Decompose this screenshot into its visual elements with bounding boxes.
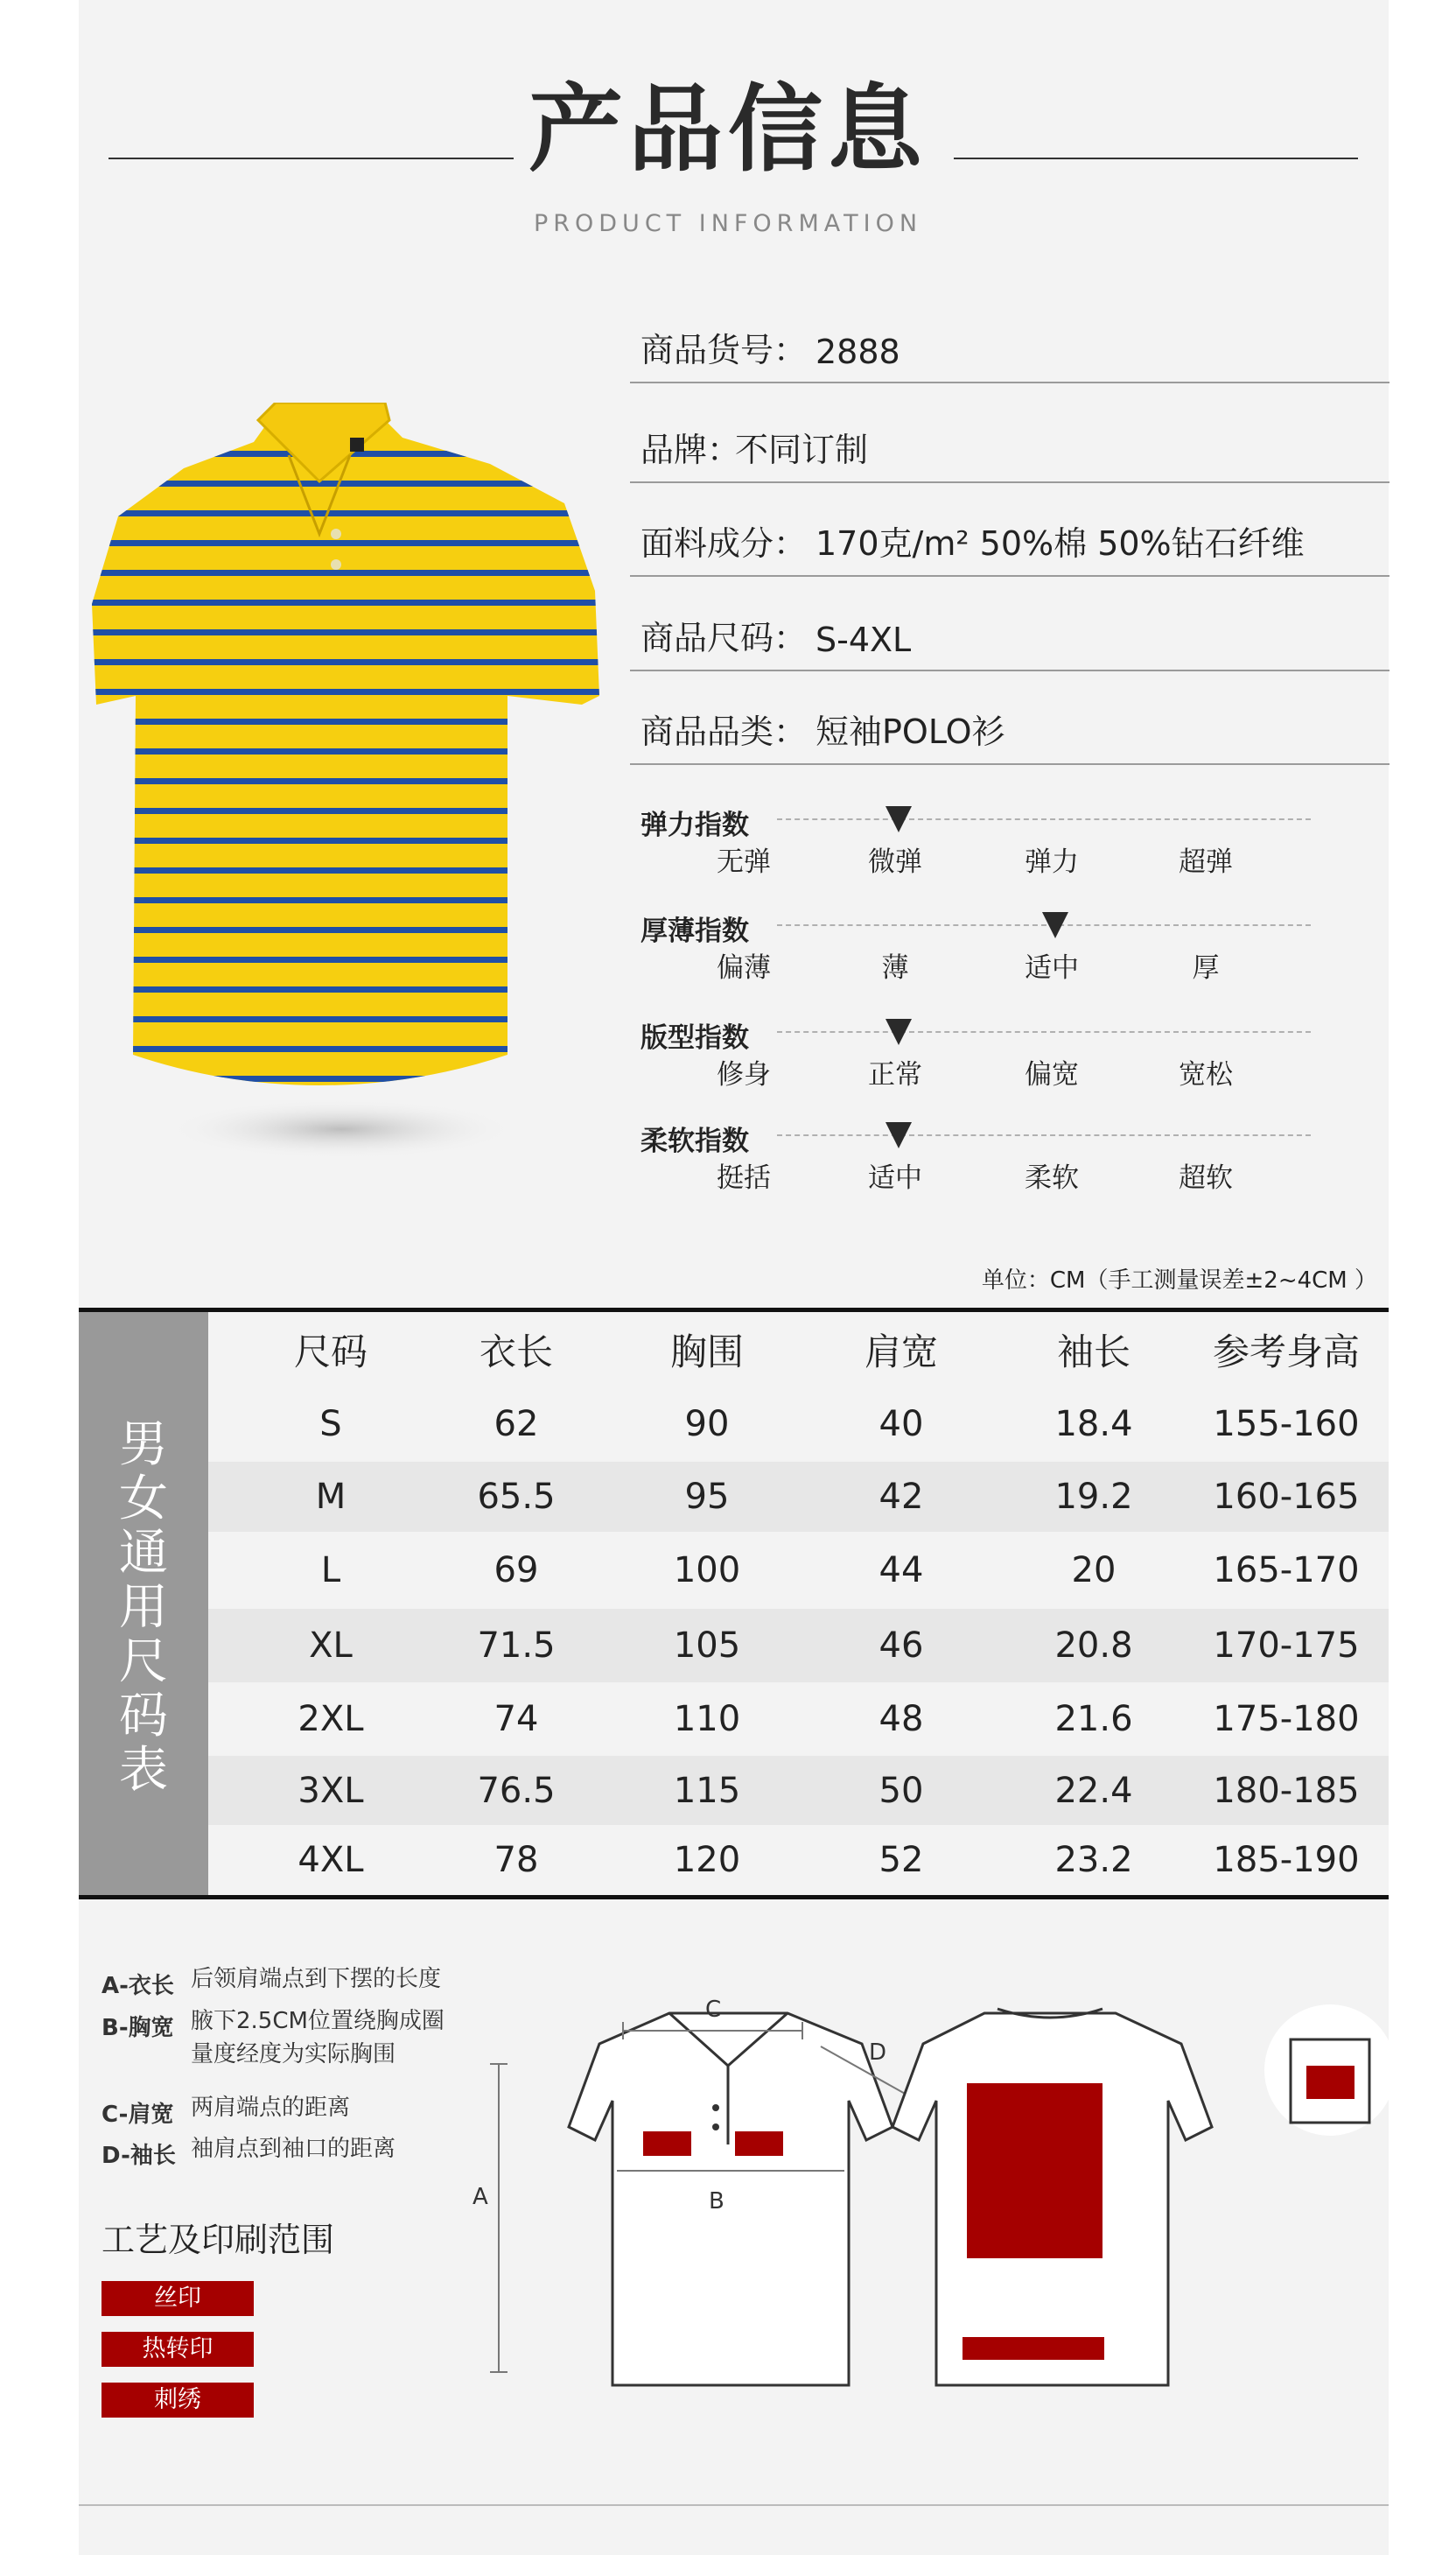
front-print-left xyxy=(643,2131,691,2156)
unit-note: 单位：CM（手工测量误差±2~4CM ） xyxy=(981,1267,1377,1294)
shirt-stripe xyxy=(88,957,604,963)
shirt-stripe xyxy=(88,1046,604,1052)
legend-key: A-衣长 xyxy=(102,1973,174,1999)
table-cell: 71.5 xyxy=(477,1625,556,1666)
index-option: 厚 xyxy=(1192,952,1220,984)
back-print-large xyxy=(967,2083,1102,2258)
shirt-body xyxy=(88,403,604,1103)
diagram-label-c: C xyxy=(705,1997,722,2023)
table-cell: 110 xyxy=(673,1699,741,1739)
shirt-stripe xyxy=(88,838,604,844)
table-row xyxy=(208,1532,1389,1609)
shirt-stripe xyxy=(88,897,604,903)
table-cell: 180-185 xyxy=(1213,1770,1360,1811)
table-cell: 76.5 xyxy=(477,1770,556,1811)
index-option: 超弹 xyxy=(1179,846,1233,878)
shirt-stripe xyxy=(88,778,604,784)
index-scale-line xyxy=(777,1031,1311,1033)
side-label-char: 表 xyxy=(119,1742,168,1799)
shirt-stripe xyxy=(88,719,604,725)
shirt-stripe xyxy=(88,1076,604,1082)
product-image xyxy=(88,403,604,1164)
index-label: 柔软指数 xyxy=(640,1126,749,1157)
table-cell: 20 xyxy=(1071,1550,1116,1590)
shirt-stripe xyxy=(88,481,604,487)
table-cell: 46 xyxy=(878,1625,924,1666)
table-row xyxy=(208,1386,1389,1462)
shirt-stripe xyxy=(88,748,604,755)
index-selected-marker xyxy=(886,806,912,832)
index-scale-line xyxy=(777,818,1311,820)
table-cell: 21.6 xyxy=(1054,1699,1133,1739)
index-label: 版型指数 xyxy=(640,1022,749,1054)
table-cell: 40 xyxy=(878,1404,924,1444)
side-label-char: 通 xyxy=(119,1525,168,1582)
shirt-stripe xyxy=(88,986,604,993)
diagram-label-b: B xyxy=(709,2188,724,2215)
legend-desc: 后领肩端点到下摆的长度 xyxy=(191,1966,442,1992)
table-cell: L xyxy=(320,1550,341,1590)
craft-title: 工艺及印刷范围 xyxy=(102,2221,335,2259)
legend-desc: 两肩端点的距离 xyxy=(191,2095,351,2121)
table-cell: 62 xyxy=(494,1404,539,1444)
table-cell: 3XL xyxy=(298,1770,364,1811)
craft-tag-embroidery: 刺绣 xyxy=(102,2383,254,2418)
legend-key: C-肩宽 xyxy=(102,2102,174,2128)
table-cell: 48 xyxy=(878,1699,924,1739)
front-shirt-outline xyxy=(569,2013,892,2385)
table-row xyxy=(208,1682,1389,1756)
footer-divider xyxy=(79,2504,1389,2506)
info-label: 品牌： xyxy=(640,431,741,469)
diagram-label-d: D xyxy=(869,2039,887,2066)
legend-key: D-袖长 xyxy=(102,2143,176,2169)
index-option: 正常 xyxy=(868,1059,922,1091)
back-print-hem xyxy=(962,2337,1104,2360)
table-cell: 22.4 xyxy=(1054,1770,1133,1811)
info-label: 商品尺码： xyxy=(640,619,808,657)
table-cell: 120 xyxy=(673,1840,741,1880)
index-option: 修身 xyxy=(717,1059,771,1091)
side-label-char: 男 xyxy=(119,1416,168,1473)
table-cell: 44 xyxy=(878,1550,924,1590)
shirt-stripe xyxy=(88,629,604,635)
shirt-stripe xyxy=(88,927,604,933)
info-label: 商品品类： xyxy=(640,712,808,751)
table-cell: M xyxy=(315,1477,346,1517)
table-cell: 20.8 xyxy=(1054,1625,1133,1666)
table-cell: 78 xyxy=(494,1840,539,1880)
index-label: 厚薄指数 xyxy=(640,916,749,947)
side-label-char: 码 xyxy=(119,1688,168,1744)
table-header-row xyxy=(208,1312,1389,1386)
table-cell: 100 xyxy=(673,1550,741,1590)
info-value: 170克/m² 50%棉 50%钻石纤维 xyxy=(816,524,1305,563)
index-option: 弹力 xyxy=(1025,846,1079,878)
table-cell: 105 xyxy=(673,1625,741,1666)
table-bottom-border xyxy=(79,1895,1389,1899)
index-option: 无弹 xyxy=(717,846,771,878)
index-option: 偏薄 xyxy=(717,952,771,984)
table-row xyxy=(208,1756,1389,1825)
info-label: 面料成分： xyxy=(640,524,808,563)
table-cell: 165-170 xyxy=(1213,1550,1360,1590)
measurement-diagram xyxy=(455,1987,1400,2398)
side-label-char: 尺 xyxy=(119,1633,168,1690)
info-value: 2888 xyxy=(816,333,900,371)
table-cell: S xyxy=(319,1404,342,1444)
table-header-cell: 尺码 xyxy=(293,1330,368,1373)
craft-tag-screen-print: 丝印 xyxy=(102,2281,254,2316)
legend-key: B-胸宽 xyxy=(102,2015,174,2041)
legend-desc: 腋下2.5CM位置绕胸成圈 量度经度为实际胸围 xyxy=(191,2008,444,2067)
legend-desc: 袖肩点到袖口的距离 xyxy=(191,2136,396,2162)
table-cell: 4XL xyxy=(298,1840,364,1880)
table-cell: 52 xyxy=(878,1840,924,1880)
shirt-stripe xyxy=(88,808,604,814)
info-row xyxy=(630,514,1390,577)
shirt-stripe xyxy=(88,540,604,546)
shirt-stripe xyxy=(88,1016,604,1022)
info-row xyxy=(630,331,1390,383)
table-header-cell: 参考身高 xyxy=(1212,1330,1360,1373)
page-title: 产品信息 xyxy=(528,75,928,185)
index-option: 宽松 xyxy=(1179,1059,1233,1091)
table-cell: 69 xyxy=(494,1550,539,1590)
table-cell: 95 xyxy=(684,1477,730,1517)
info-row xyxy=(630,702,1390,765)
table-cell: 90 xyxy=(684,1404,730,1444)
table-header-cell: 胸围 xyxy=(669,1330,744,1373)
table-header-cell: 肩宽 xyxy=(864,1330,938,1373)
table-header-cell: 衣长 xyxy=(479,1330,553,1373)
index-selected-marker xyxy=(886,1122,912,1148)
table-header-cell: 袖长 xyxy=(1056,1330,1130,1373)
shirt-stripe xyxy=(88,600,604,606)
table-cell: 175-180 xyxy=(1213,1699,1360,1739)
table-cell: 42 xyxy=(878,1477,924,1517)
side-label-char: 女 xyxy=(119,1471,168,1527)
index-option: 柔软 xyxy=(1025,1162,1079,1194)
front-print-right xyxy=(735,2131,783,2156)
index-option: 挺括 xyxy=(717,1162,771,1194)
product-shadow xyxy=(166,1099,516,1159)
shirt-stripe xyxy=(88,570,604,576)
table-side-label xyxy=(79,1418,208,1798)
table-row xyxy=(208,1825,1389,1895)
index-selected-marker xyxy=(1042,912,1068,938)
table-cell: XL xyxy=(309,1625,353,1666)
index-label: 弹力指数 xyxy=(640,810,749,841)
table-row xyxy=(208,1609,1389,1682)
table-cell: 185-190 xyxy=(1213,1840,1360,1880)
table-cell: 115 xyxy=(673,1770,741,1811)
table-cell: 155-160 xyxy=(1213,1404,1360,1444)
info-row xyxy=(630,418,1390,483)
shirt-stripe xyxy=(88,867,604,874)
table-cell: 170-175 xyxy=(1213,1625,1360,1666)
table-cell: 18.4 xyxy=(1054,1404,1133,1444)
table-cell: 74 xyxy=(494,1699,539,1739)
index-option: 适中 xyxy=(868,1162,922,1194)
table-cell: 2XL xyxy=(298,1699,364,1739)
index-scale-line xyxy=(777,1134,1311,1136)
shirt-stripe xyxy=(88,689,604,695)
index-option: 超软 xyxy=(1179,1162,1233,1194)
info-label: 商品货号： xyxy=(640,331,808,369)
index-option: 偏宽 xyxy=(1025,1059,1079,1091)
table-cell: 65.5 xyxy=(477,1477,556,1517)
table-cell: 160-165 xyxy=(1213,1477,1360,1517)
shirt-stripe xyxy=(88,510,604,516)
index-option: 薄 xyxy=(881,952,909,984)
table-cell: 23.2 xyxy=(1054,1840,1133,1880)
index-option: 微弹 xyxy=(868,846,922,878)
page-subtitle: PRODUCT INFORMATION xyxy=(533,210,923,237)
table-row xyxy=(208,1462,1389,1532)
index-option: 适中 xyxy=(1025,952,1079,984)
info-value: 短袖POLO衫 xyxy=(816,712,1005,751)
diagram-label-a: A xyxy=(472,2184,488,2210)
info-row xyxy=(630,608,1390,671)
craft-tag-heat-transfer: 热转印 xyxy=(102,2332,254,2367)
table-cell: 19.2 xyxy=(1054,1477,1133,1517)
index-selected-marker xyxy=(886,1019,912,1045)
side-label-char: 用 xyxy=(119,1579,168,1636)
info-value: S-4XL xyxy=(816,621,912,659)
sleeve-print xyxy=(1306,2066,1354,2099)
info-value: 不同订制 xyxy=(735,431,869,469)
shirt-stripe xyxy=(88,659,604,665)
table-cell: 50 xyxy=(878,1770,924,1811)
